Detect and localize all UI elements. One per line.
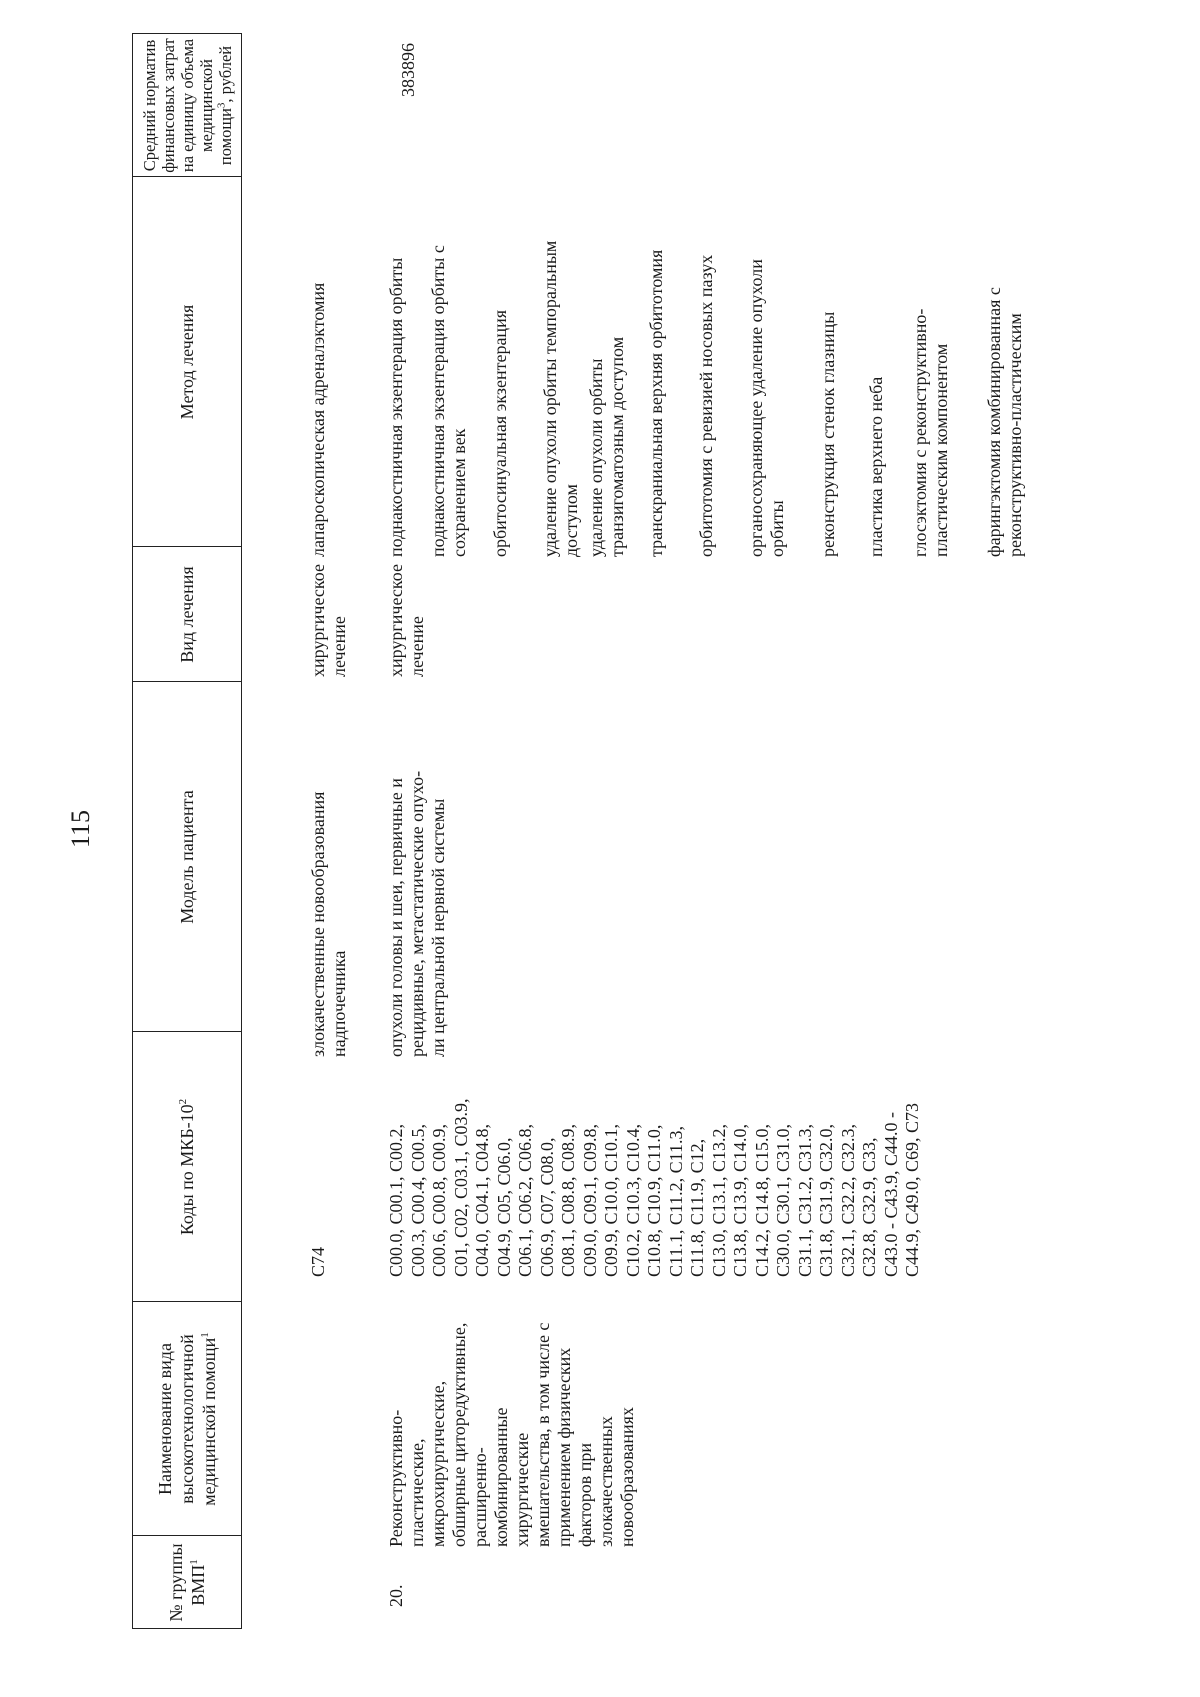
treatment-method: орбитотомия с ревизией носовых пазух [696, 254, 716, 557]
care-type-name: Реконструктивно- пластические, микрохирургические, обширные циторедуктивные, расширенно- комбинированные хирургические вмешательства, в том числе с применением физических факторов при злокачественных новообразованиях [386, 1322, 637, 1547]
treatment-method: удаление опухоли орбиты транзигоматозным доступом [586, 336, 627, 557]
header-icd-codes [132, 1032, 242, 1302]
header-icd-codes-text: Коды по МКБ-10 [177, 1104, 197, 1236]
group-number: 20. [386, 1584, 406, 1607]
icd-code: C74 [308, 1246, 328, 1277]
footnote-mark: 3 [215, 102, 227, 109]
header-group-number [132, 1536, 242, 1629]
treatment-method: удаление опухоли орбиты темпоральным доступом [540, 240, 581, 557]
header-patient-model [132, 682, 242, 1032]
patient-model: злокачественные новообразования надпочечника [308, 791, 349, 1057]
treatment-method: органосохраняющее удаление опухоли орбиты [746, 259, 787, 557]
page-number: 115 [66, 809, 95, 849]
header-treatment-type-text: Вид лечения [177, 566, 197, 663]
header-group-number-text: № группы ВМП [166, 1543, 208, 1622]
treatment-method: глосэктомия с реконструктивно- пластическим компонентом [910, 308, 951, 557]
header-care-type-name [132, 1302, 242, 1536]
treatment-method: пластика верхнего неба [866, 376, 886, 557]
header-care-type-name-text: Наименование вида высокотехнологичной медицинской помощи [155, 1334, 219, 1506]
icd-codes-list: C00.0, C00.1, C00.2, C00.3, C00.4, C00.5, C00.6, C00.8, C00.9, C01, C02, C03.1, C03.9, C04.0, C04.1, C04.8, C04.9, C05, C06.0, C06.1, C06.2, C06.8, C06.9, C07, C08.0, C08.1, C08.8, C08.9, C09.0, C09.1, C09.8, C09.9, C10.0, C10.1, C10.2, C10.3, C10.4, C10.8, C10.9, C11.0, C11.1, C11.2, C11.3, C11.8, C11.9, C12, C13.0, C13.1, C13.2, C13.8, C13.9, C14.0, C14.2, C14.8, C15.0, C30.0, C30.1, C31.0, C31.1, C31.2, C31.3, C31.8, C31.9, C32.0, C32.1, C32.2, C32.3, C32.8, C32.9, C33, C43.0 - C43.9, C44.0 - C44.9, C49.0, C69, C73 [386, 1098, 922, 1277]
header-average-cost-text: Средний норматив финансовых затрат на единицу объема медицинской помощи [139, 38, 235, 173]
footnote-mark: 1 [199, 1332, 211, 1338]
header-treatment-type [132, 547, 242, 682]
treatment-method: транскраниальная верхняя орбитотомия [646, 249, 666, 557]
treatment-type: хирургическое лечение [386, 564, 427, 677]
header-treatment-method-text: Метод лечения [177, 304, 197, 420]
treatment-method: реконструкция стенок глазницы [818, 311, 838, 557]
treatment-method: поднакостничная экзентерация орбиты [386, 257, 406, 557]
header-average-cost [132, 34, 242, 177]
treatment-method: орбитосинуальная экзентерация [490, 310, 510, 557]
header-treatment-method [132, 177, 242, 547]
patient-model: опухоли головы и шеи, первичные и рецидивные, метастатические опухо- ли центральной нервной системы [386, 770, 448, 1057]
header-patient-model-text: Модель пациента [177, 790, 197, 924]
treatment-method: лапароскопическая адреналэктомия [308, 282, 328, 557]
treatment-type: хирургическое лечение [308, 564, 349, 677]
average-cost-value: 383896 [398, 43, 418, 97]
footnote-mark: 1 [188, 1559, 200, 1565]
header-average-cost-unit: , рублей [215, 45, 235, 103]
treatment-method: поднакостничная экзентерация орбиты с сохранением век [428, 245, 469, 557]
footnote-mark: 2 [177, 1098, 189, 1105]
treatment-method: фарингэктомия комбинированная с реконструктивно-пластическим [984, 287, 1025, 557]
